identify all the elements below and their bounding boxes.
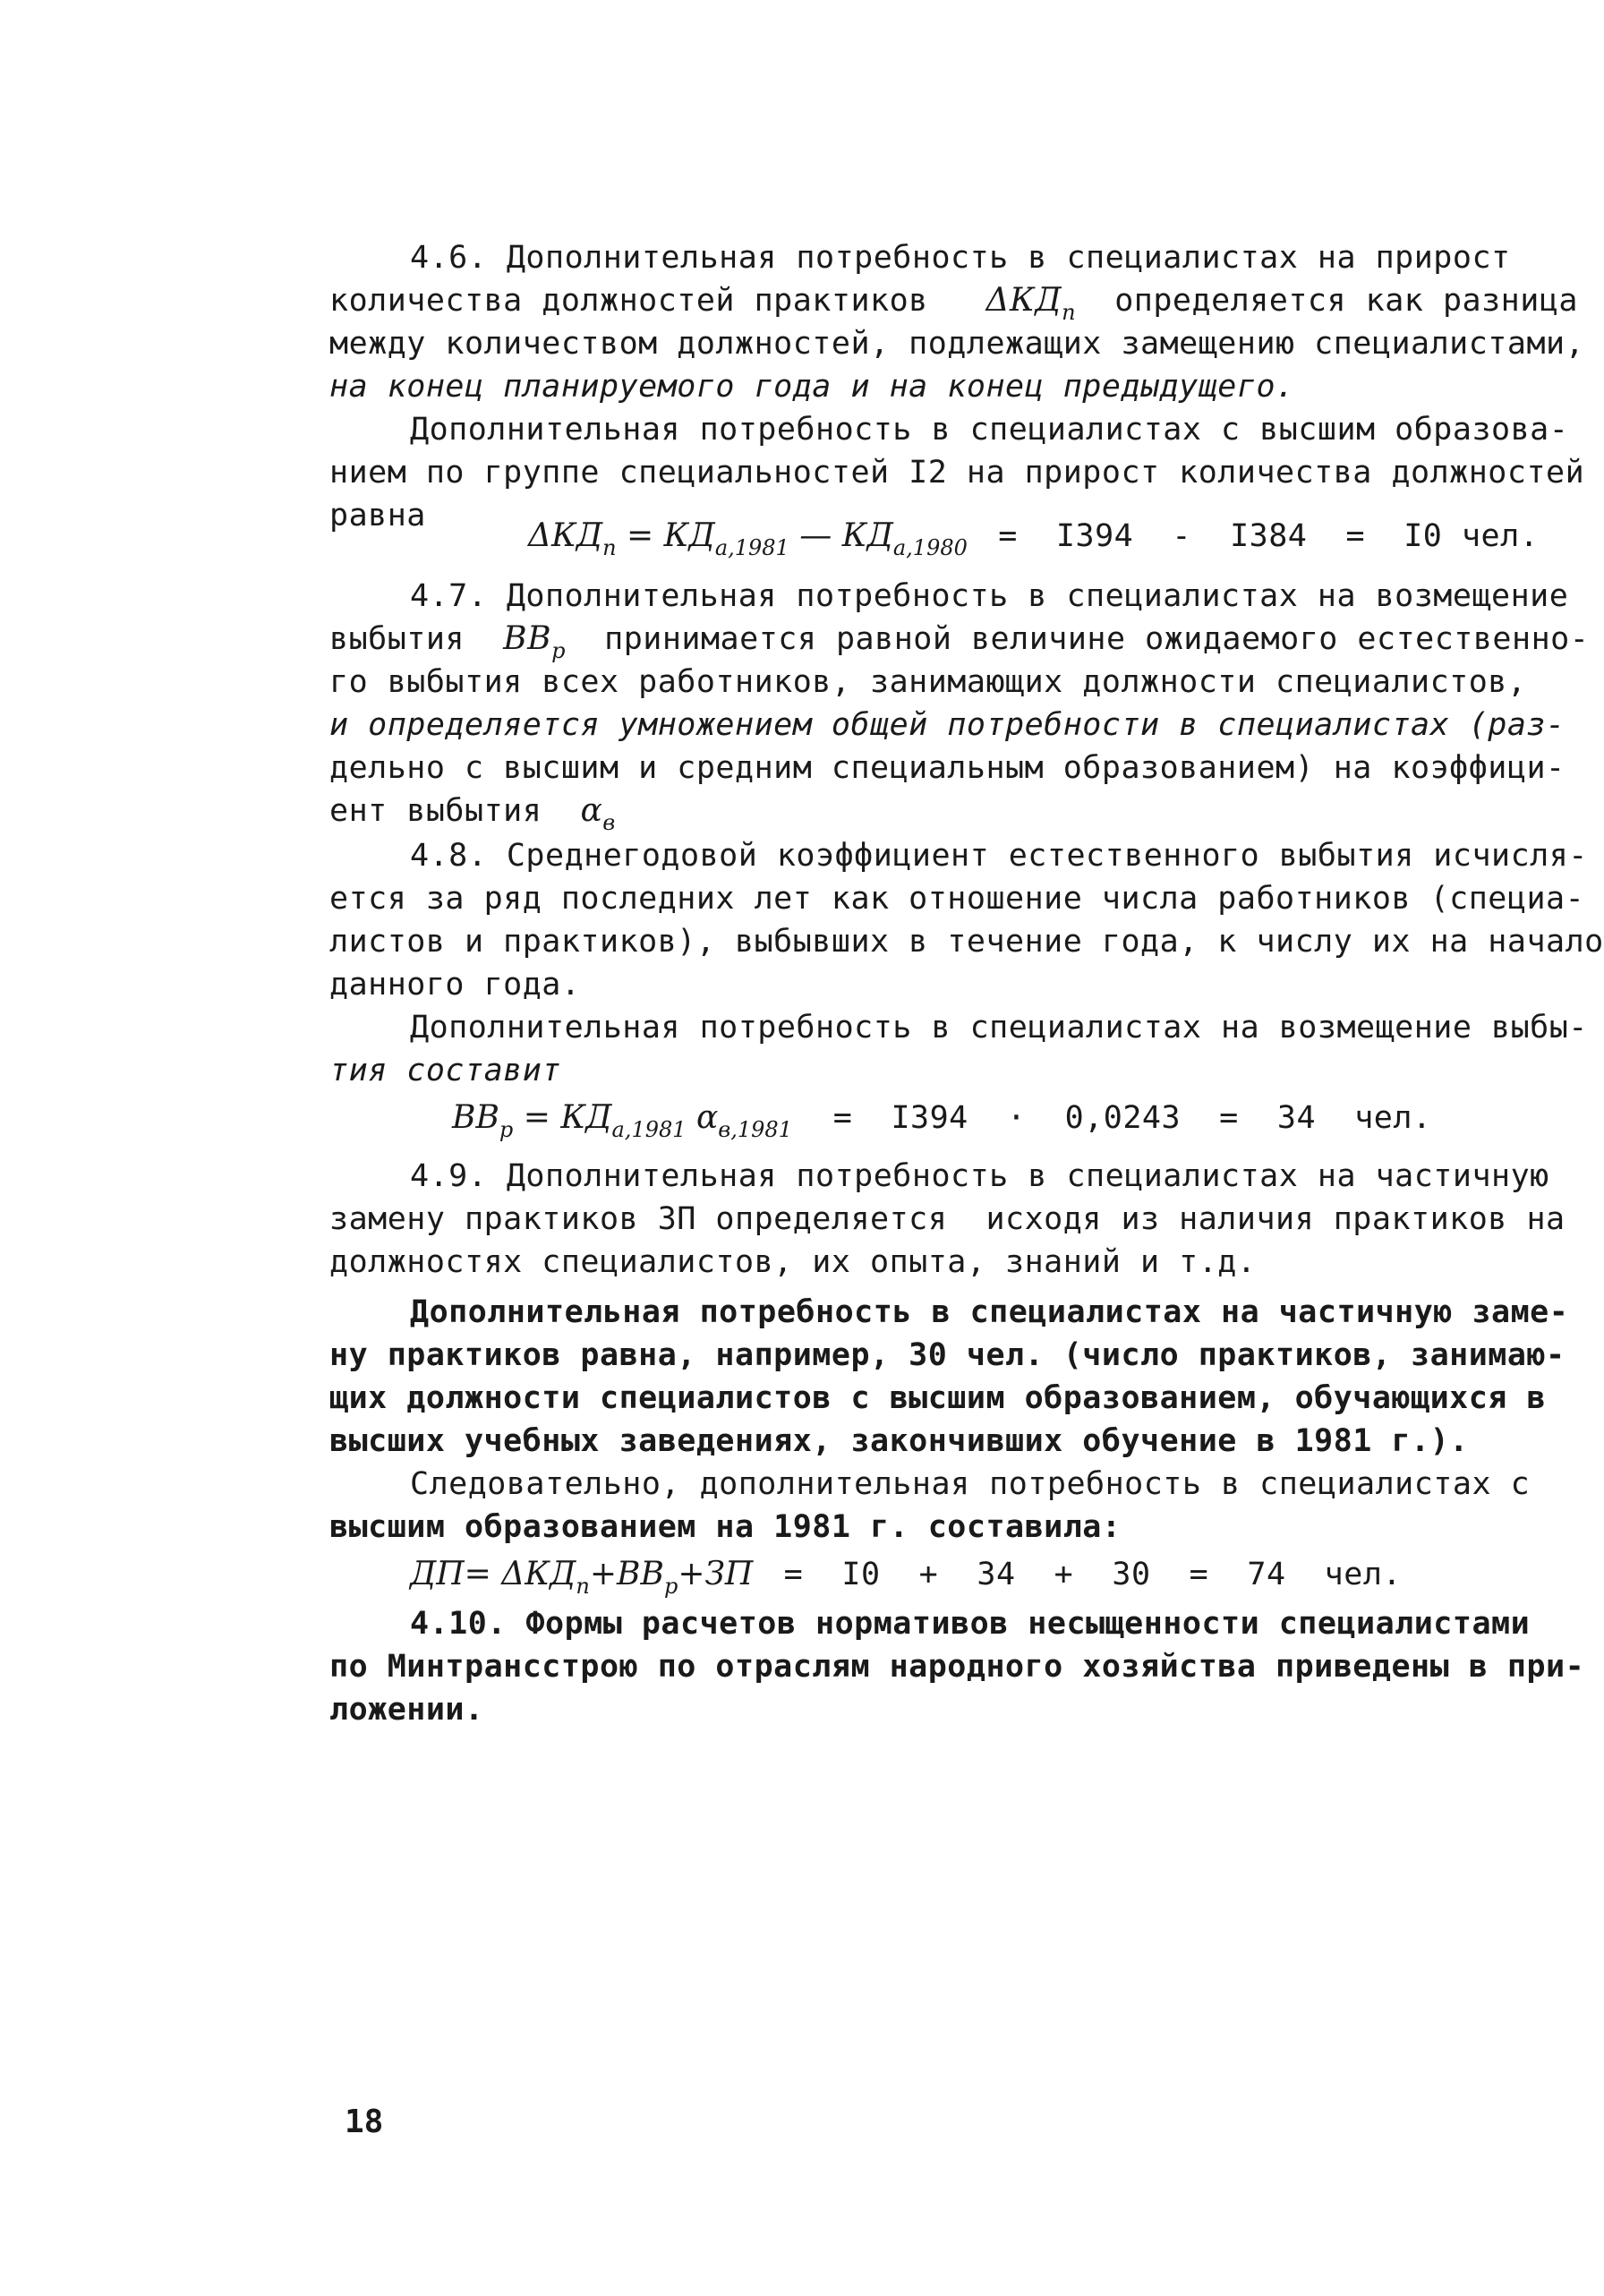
paragraph-4-10-line-2: по Минтрансстрою по отраслям народного хозяйства приведены в при- <box>329 1649 1585 1685</box>
formula-3: $ДП= \Delta КД_п+ВВ_р+ЗП$ = I0 + 34 + 30 = 74 чел. <box>410 1556 1402 1599</box>
paragraph-vv-line-2: тия составит <box>329 1053 561 1088</box>
paragraph-result-line-1: Следовательно, дополнительная потребность в специалистах с <box>410 1466 1531 1502</box>
paragraph-4-8-line-3: листов и практиков), выбывших в течение года, к числу их на начало <box>329 924 1604 960</box>
paragraph-4-8-line-4: данного года. <box>329 967 581 1003</box>
paragraph-4-8-line-1: 4.8. Среднегодовой коэффициент естественного выбытия исчисля- <box>410 838 1588 874</box>
paragraph-4-9-line-3: должностях специалистов, их опыта, знаний и т.д. <box>329 1244 1257 1280</box>
paragraph-4-6-line-3: между количеством должностей, подлежащих замещению специалистами, <box>329 326 1585 362</box>
paragraph-4-6-line-1: 4.6. Дополнительная потребность в специалистах на прирост <box>410 240 1511 276</box>
paragraph-4-10-line-1: 4.10. Формы расчетов нормативов несыщенности специалистами <box>410 1606 1531 1642</box>
dk-symbol: $\Delta КД_п$ <box>985 282 1077 325</box>
paragraph-4-7-line-6: ент выбытия $\alpha_в$ <box>329 792 616 835</box>
paragraph-4-8-line-2: ется за ряд последних лет как отношение числа работников (специа- <box>329 881 1585 917</box>
paragraph-zp-line-2: ну практиков равна, например, 30 чел. (число практиков, занимаю- <box>329 1337 1566 1373</box>
paragraph-4-7-line-2: выбытия $ВВ_р$ принимается равной величине ожидаемого естественно- <box>329 620 1590 663</box>
paragraph-4-7-line-4: и определяется умножением общей потребности в специалистах (раз- <box>329 707 1566 743</box>
formula-2: $ВВ_р = КД_{а,1981}$ $\alpha_{в,1981}$ = I394 · 0,0243 = 34 чел. <box>452 1099 1432 1142</box>
paragraph-4-7-line-3: го выбытия всех работников, занимающих должности специалистов, <box>329 664 1527 700</box>
paragraph-zp-line-4: высших учебных заведениях, закончивших обучение в 1981 г.). <box>329 1423 1469 1459</box>
paragraph-need-line-1: Дополнительная потребность в специалистах с высшим образова- <box>410 412 1569 448</box>
paragraph-need-line-2: нием по группе специальностей I2 на прирост количества должностей <box>329 455 1585 491</box>
paragraph-4-10-line-3: ложении. <box>329 1692 484 1728</box>
paragraph-4-9-line-1: 4.9. Дополнительная потребность в специалистах на частичную <box>410 1158 1549 1194</box>
alpha-symbol: $\alpha_в$ <box>580 792 616 835</box>
paragraph-vv-line-1: Дополнительная потребность в специалистах на возмещение выбы- <box>410 1010 1588 1046</box>
formula-1: $\Delta КД_п = КД_{а,1981}$ — $КД_{а,1980}$ = I394 - I384 = I0 чел. <box>528 517 1540 560</box>
vv-symbol: $ВВ_р$ <box>503 620 566 663</box>
paragraph-4-7-line-5: дельно с высшим и средним специальным образованием) на коэффици- <box>329 750 1566 786</box>
paragraph-4-7-line-1: 4.7. Дополнительная потребность в специалистах на возмещение <box>410 578 1569 614</box>
paragraph-zp-line-1: Дополнительная потребность в специалистах на частичную заме- <box>410 1294 1569 1330</box>
paragraph-need-line-3: равна <box>329 498 426 533</box>
paragraph-zp-line-3: щих должности специалистов с высшим образованием, обучающихся в <box>329 1380 1547 1416</box>
page-number: 18 <box>345 2104 384 2140</box>
paragraph-result-line-2: высшим образованием на 1981 г. составила: <box>329 1509 1122 1545</box>
paragraph-4-9-line-2: замену практиков ЗП определяется исходя из наличия практиков на <box>329 1201 1566 1237</box>
paragraph-4-6-line-2: количества должностей практиков $\Delta КД_п$ определяется как разница <box>329 282 1578 325</box>
paragraph-4-6-line-4: на конец планируемого года и на конец предыдущего. <box>329 369 1295 405</box>
